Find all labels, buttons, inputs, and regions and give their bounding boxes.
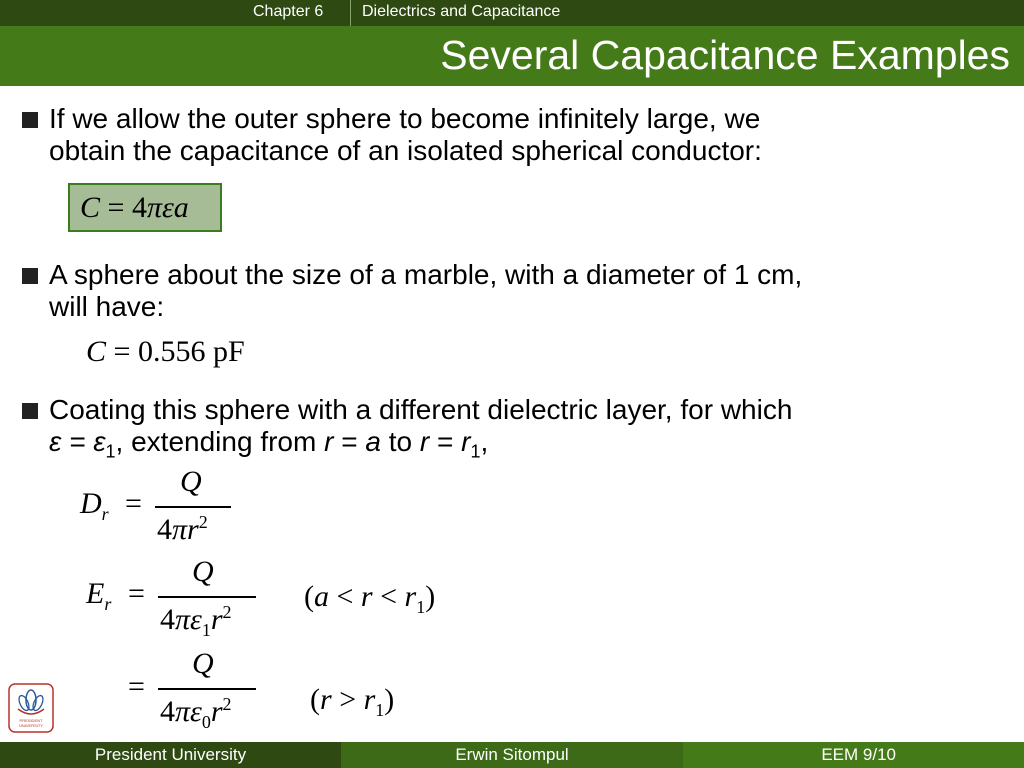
isolated-sphere-capacitance-equation: C = 4πεa <box>80 191 189 224</box>
bullet-3-line-2: $\varepsilon = \varepsilon_1$, extending from r = a to $r = r_1$, <box>49 426 489 462</box>
bullet-2-line-1: A sphere about the size of a marble, with a diameter of 1 cm, <box>49 259 803 290</box>
footer-author: Erwin Sitompul <box>341 742 683 768</box>
footer-page-number: EEM 9/10 <box>683 742 1024 768</box>
bullet-square-icon <box>22 403 38 419</box>
bullet-1-line-2: obtain the capacitance of an isolated spherical conductor: <box>49 135 762 166</box>
header-divider <box>350 0 351 26</box>
marble-capacitance-equation: C = 0.556 pF <box>86 335 245 368</box>
svg-text:PRESIDENT: PRESIDENT <box>19 718 43 723</box>
highlight-equation-box <box>68 183 222 232</box>
chapter-label: Chapter 6 <box>253 3 324 20</box>
section-label: Dielectrics and Capacitance <box>362 3 561 20</box>
bullet-2-line-2: will have: <box>49 291 165 322</box>
bullet-square-icon <box>22 268 38 284</box>
title-bar <box>0 26 1024 86</box>
svg-text:UNIVERSITY: UNIVERSITY <box>18 723 44 728</box>
bullet-square-icon <box>22 112 38 128</box>
footer-bar <box>0 742 1024 768</box>
slide-title: Several Capacitance Examples <box>440 32 1010 78</box>
bullet-1-line-1: If we allow the outer sphere to become infinitely large, we <box>49 103 761 134</box>
president-university-logo <box>8 683 54 733</box>
header-bar <box>0 0 1024 26</box>
footer-university: President University <box>0 742 341 768</box>
bullet-3-line-1: Coating this sphere with a different dielectric layer, for which <box>49 394 793 425</box>
